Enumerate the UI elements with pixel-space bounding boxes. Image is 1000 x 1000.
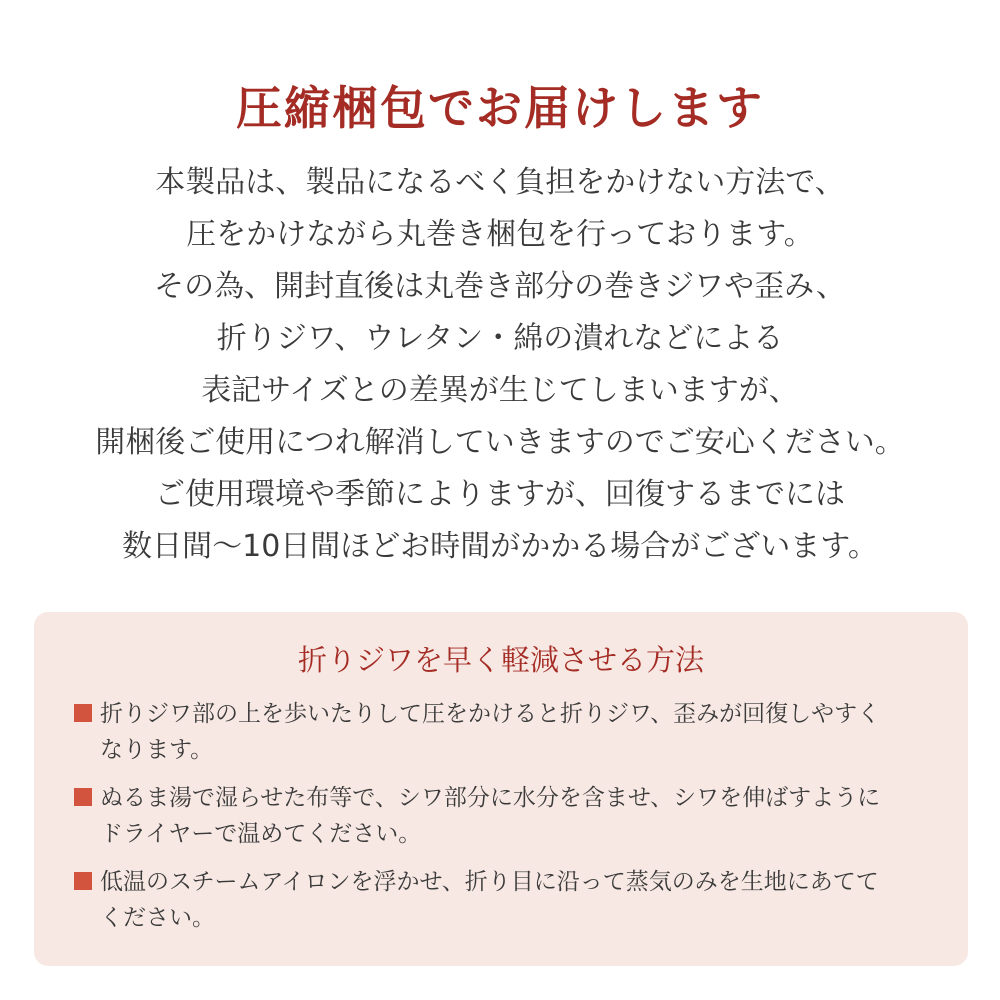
intro-line: その為、開封直後は丸巻き部分の巻きジワや歪み、 bbox=[154, 269, 846, 304]
tip-line: ください。 bbox=[100, 905, 215, 931]
tip-line: 折りジワ部の上を歩いたりして圧をかけると折りジワ、歪みが回復しやすく bbox=[100, 701, 881, 727]
tip-line: なります。 bbox=[100, 737, 214, 763]
tips-box bbox=[34, 612, 968, 966]
tip-item bbox=[74, 780, 944, 852]
tip-line: ドライヤーで温めてください。 bbox=[100, 821, 422, 847]
tip-item bbox=[74, 696, 944, 768]
intro-line: 開梱後ご使用につれ解消していきますのでご安心ください。 bbox=[95, 425, 905, 460]
tips-title: 折りジワを早く軽減させる方法 bbox=[297, 643, 704, 677]
page-title: 圧縮梱包でお届けします bbox=[236, 80, 764, 135]
square-bullet-icon bbox=[74, 704, 92, 722]
intro-line: 本製品は、製品になるべく負担をかけない方法で、 bbox=[155, 165, 845, 200]
tip-line: ぬるま湯で湿らせた布等で、シワ部分に水分を含ませ、シワを伸ばすように bbox=[100, 785, 881, 811]
square-bullet-icon bbox=[74, 788, 92, 806]
intro-line: 圧をかけながら丸巻き梱包を行っております。 bbox=[186, 217, 814, 252]
tip-item bbox=[74, 864, 944, 936]
intro-text bbox=[0, 157, 1000, 573]
tip-line: 低温のスチームアイロンを浮かせ、折り目に沿って蒸気のみを生地にあてて bbox=[100, 869, 879, 895]
intro-line: 表記サイズとの差異が生じてしまいますが、 bbox=[201, 373, 799, 408]
intro-line: ご使用環境や季節によりますが、回復するまでには bbox=[155, 477, 845, 512]
square-bullet-icon bbox=[74, 872, 92, 890]
intro-line: 折りジワ、ウレタン・綿の潰れなどによる bbox=[216, 321, 784, 356]
intro-line: 数日間〜10日間ほどお時間がかかる場合がございます。 bbox=[122, 529, 878, 564]
